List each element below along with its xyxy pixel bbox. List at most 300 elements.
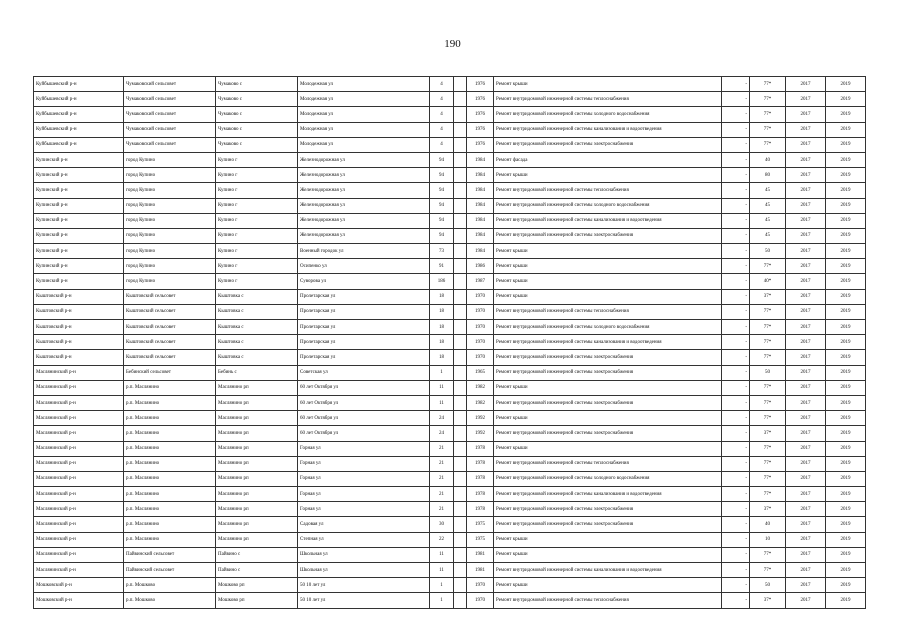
cell-settlement: Кыштовка с [216,304,298,319]
cell-settlement: Чумаково с [216,122,298,137]
cell-street: Молодежная ул [298,107,430,122]
cell-work-type: Ремонт внутридомовой инженерной системы теплоснабжения [494,92,722,107]
cell-settlement: Мошково рп [216,578,298,593]
cell-district: Куйбышевский р-н [34,107,124,122]
cell-cost: 77* [750,487,786,502]
cell-end-year: 2019 [826,365,866,380]
cell-work-type: Ремонт внутридомовой инженерной системы электроснабжения [494,228,722,243]
cell-house-number: 11 [430,380,454,395]
cell-building [454,502,467,517]
cell-year: 1981 [467,547,494,562]
cell-cost: 45 [750,198,786,213]
cell-building [454,228,467,243]
cell-street: Пролетарская ул [298,289,430,304]
cell-district: Куйбышевский р-н [34,122,124,137]
cell-house-number: 94 [430,183,454,198]
cell-street: Пролетарская ул [298,350,430,365]
table-row [34,547,866,562]
repair-schedule-table [33,76,866,609]
cell-end-year: 2019 [826,593,866,608]
cell-dash: - [722,547,750,562]
cell-year: 1984 [467,228,494,243]
cell-work-type: Ремонт внутридомовой инженерной системы теплоснабжения [494,456,722,471]
cell-dash: - [722,183,750,198]
cell-work-type: Ремонт внутридомовой инженерной системы теплоснабжения [494,593,722,608]
cell-district: Маслянинский р-н [34,471,124,486]
cell-settlement: Маслянино рп [216,441,298,456]
cell-house-number: 18 [430,289,454,304]
cell-end-year: 2019 [826,426,866,441]
cell-district: Купинский р-н [34,244,124,259]
cell-work-type: Ремонт крыши [494,411,722,426]
cell-work-type: Ремонт внутридомовой инженерной системы холодного водоснабжения [494,198,722,213]
cell-district: Купинский р-н [34,152,124,167]
cell-settlement: Маслянино рп [216,471,298,486]
cell-cost: 77* [750,92,786,107]
cell-municipality: Чумаковский сельсовет [124,107,216,122]
cell-work-type: Ремонт внутридомовой инженерной системы электроснабжения [494,517,722,532]
cell-end-year: 2019 [826,517,866,532]
cell-street: Школьная ул [298,563,430,578]
table-row [34,122,866,137]
table-row [34,441,866,456]
cell-house-number: 1 [430,578,454,593]
cell-street: Железнодорожная ул [298,198,430,213]
cell-work-type: Ремонт внутридомовой инженерной системы холодного водоснабжения [494,107,722,122]
cell-district: Мошковский р-н [34,578,124,593]
cell-street: Горная ул [298,441,430,456]
cell-work-type: Ремонт внутридомовой инженерной системы теплоснабжения [494,183,722,198]
cell-district: Маслянинский р-н [34,563,124,578]
cell-dash: - [722,259,750,274]
table-row [34,77,866,92]
cell-municipality: город Купино [124,152,216,167]
table-row [34,593,866,608]
cell-settlement: Кыштовка с [216,320,298,335]
cell-district: Маслянинский р-н [34,380,124,395]
cell-house-number: 1 [430,593,454,608]
cell-cost: 50 [750,365,786,380]
cell-end-year: 2019 [826,578,866,593]
cell-district: Купинский р-н [34,183,124,198]
cell-building [454,274,467,289]
cell-building [454,456,467,471]
cell-year: 1970 [467,320,494,335]
cell-start-year: 2017 [786,456,826,471]
cell-street: Молодежная ул [298,77,430,92]
cell-building [454,395,467,410]
cell-end-year: 2019 [826,152,866,167]
cell-street: Железнодорожная ул [298,152,430,167]
cell-work-type: Ремонт внутридомовой инженерной системы холодного водоснабжения [494,320,722,335]
cell-municipality: город Купино [124,244,216,259]
cell-year: 1981 [467,563,494,578]
cell-street: Пролетарская ул [298,335,430,350]
cell-dash: - [722,380,750,395]
cell-settlement: Чумаково с [216,77,298,92]
cell-settlement: Маслянино рп [216,502,298,517]
cell-dash: - [722,335,750,350]
cell-municipality: р.п. Маслянино [124,395,216,410]
cell-start-year: 2017 [786,426,826,441]
cell-house-number: 4 [430,107,454,122]
cell-start-year: 2017 [786,441,826,456]
cell-start-year: 2017 [786,304,826,319]
cell-municipality: Кыштовский сельсовет [124,350,216,365]
cell-building [454,244,467,259]
cell-settlement: Маслянино рп [216,380,298,395]
cell-work-type: Ремонт внутридомовой инженерной системы холодного водоснабжения [494,471,722,486]
cell-street: Школьная ул [298,547,430,562]
cell-settlement: Бебинь с [216,365,298,380]
cell-building [454,487,467,502]
cell-municipality: Кыштовский сельсовет [124,289,216,304]
cell-year: 1984 [467,244,494,259]
cell-building [454,77,467,92]
cell-building [454,471,467,486]
cell-year: 1976 [467,92,494,107]
cell-municipality: р.п. Маслянино [124,426,216,441]
cell-street: Горная ул [298,471,430,486]
cell-year: 1965 [467,365,494,380]
cell-building [454,92,467,107]
cell-cost: 77* [750,122,786,137]
cell-work-type: Ремонт крыши [494,578,722,593]
cell-street: Молодежная ул [298,92,430,107]
cell-cost: 77* [750,137,786,152]
cell-dash: - [722,517,750,532]
cell-cost: 37* [750,502,786,517]
cell-street: Железнодорожная ул [298,183,430,198]
cell-year: 1970 [467,335,494,350]
cell-house-number: 4 [430,77,454,92]
table-row [34,335,866,350]
cell-year: 1992 [467,426,494,441]
cell-building [454,547,467,562]
cell-street: 50 10 лет ул [298,578,430,593]
cell-settlement: Маслянино рп [216,456,298,471]
cell-cost: 40* [750,274,786,289]
cell-district: Маслянинский р-н [34,441,124,456]
cell-end-year: 2019 [826,213,866,228]
cell-settlement: Маслянино рп [216,395,298,410]
cell-house-number: 30 [430,517,454,532]
cell-start-year: 2017 [786,517,826,532]
cell-district: Маслянинский р-н [34,532,124,547]
cell-municipality: город Купино [124,168,216,183]
table-row [34,426,866,441]
cell-work-type: Ремонт крыши [494,259,722,274]
cell-dash: - [722,77,750,92]
cell-building [454,168,467,183]
cell-end-year: 2019 [826,92,866,107]
cell-year: 1986 [467,259,494,274]
cell-end-year: 2019 [826,532,866,547]
cell-dash: - [722,152,750,167]
cell-cost: 77* [750,335,786,350]
cell-street: Пролетарская ул [298,304,430,319]
cell-year: 1970 [467,350,494,365]
cell-end-year: 2019 [826,456,866,471]
cell-work-type: Ремонт крыши [494,547,722,562]
cell-street: 60 лет Октября ул [298,380,430,395]
cell-end-year: 2019 [826,77,866,92]
cell-cost: 77* [750,350,786,365]
table-row [34,411,866,426]
cell-start-year: 2017 [786,395,826,410]
cell-start-year: 2017 [786,137,826,152]
cell-dash: - [722,274,750,289]
cell-start-year: 2017 [786,198,826,213]
cell-municipality: город Купино [124,213,216,228]
cell-cost: 77* [750,395,786,410]
cell-street: Железнодорожная ул [298,228,430,243]
cell-year: 1978 [467,456,494,471]
cell-municipality: р.п. Маслянино [124,456,216,471]
cell-cost: 77* [750,320,786,335]
cell-end-year: 2019 [826,547,866,562]
cell-year: 1976 [467,107,494,122]
cell-settlement: Маслянино рп [216,426,298,441]
cell-cost: 80 [750,168,786,183]
cell-street: Суворова ул [298,274,430,289]
cell-end-year: 2019 [826,380,866,395]
cell-start-year: 2017 [786,380,826,395]
cell-start-year: 2017 [786,213,826,228]
cell-cost: 37* [750,289,786,304]
cell-district: Кыштовский р-н [34,335,124,350]
cell-street: Садовая ул [298,517,430,532]
cell-building [454,259,467,274]
cell-end-year: 2019 [826,320,866,335]
cell-municipality: город Купино [124,259,216,274]
cell-settlement: Чумаково с [216,137,298,152]
cell-work-type: Ремонт внутридомовой инженерной системы электроснабжения [494,502,722,517]
cell-street: Осипенко ул [298,259,430,274]
table-row [34,350,866,365]
cell-start-year: 2017 [786,92,826,107]
cell-house-number: 94 [430,228,454,243]
cell-year: 1970 [467,593,494,608]
cell-building [454,122,467,137]
cell-cost: 45 [750,228,786,243]
cell-end-year: 2019 [826,274,866,289]
cell-street: Молодежная ул [298,122,430,137]
cell-district: Кыштовский р-н [34,350,124,365]
cell-year: 1982 [467,380,494,395]
cell-street: 60 лет Октября ул [298,395,430,410]
cell-dash: - [722,411,750,426]
cell-district: Куйбышевский р-н [34,92,124,107]
cell-building [454,107,467,122]
cell-building [454,517,467,532]
cell-street: Военный городок ул [298,244,430,259]
table-row [34,183,866,198]
cell-end-year: 2019 [826,502,866,517]
cell-start-year: 2017 [786,168,826,183]
cell-dash: - [722,502,750,517]
cell-settlement: Маслянино рп [216,517,298,532]
cell-work-type: Ремонт фасада [494,152,722,167]
cell-cost: 40 [750,517,786,532]
cell-start-year: 2017 [786,122,826,137]
cell-municipality: город Купино [124,228,216,243]
cell-dash: - [722,395,750,410]
cell-street: Железнодорожная ул [298,168,430,183]
cell-house-number: 18 [430,350,454,365]
cell-start-year: 2017 [786,274,826,289]
cell-end-year: 2019 [826,107,866,122]
cell-start-year: 2017 [786,152,826,167]
cell-house-number: 4 [430,92,454,107]
cell-building [454,213,467,228]
table-row [34,563,866,578]
cell-building [454,441,467,456]
table-row [34,137,866,152]
cell-dash: - [722,471,750,486]
cell-work-type: Ремонт внутридомовой инженерной системы канализования и водоотведения [494,487,722,502]
cell-house-number: 94 [430,168,454,183]
cell-house-number: 18 [430,335,454,350]
cell-settlement: Купино г [216,274,298,289]
cell-end-year: 2019 [826,259,866,274]
cell-house-number: 21 [430,471,454,486]
cell-building [454,411,467,426]
table-row [34,168,866,183]
cell-street: 60 лет Октября ул [298,426,430,441]
cell-settlement: Пайвино с [216,547,298,562]
cell-district: Мошковский р-н [34,593,124,608]
cell-district: Маслянинский р-н [34,365,124,380]
cell-house-number: 21 [430,502,454,517]
cell-work-type: Ремонт внутридомовой инженерной системы канализования и водоотведения [494,335,722,350]
cell-district: Кыштовский р-н [34,304,124,319]
cell-house-number: 18 [430,320,454,335]
cell-house-number: 91 [430,259,454,274]
cell-year: 1984 [467,183,494,198]
cell-end-year: 2019 [826,168,866,183]
cell-work-type: Ремонт крыши [494,289,722,304]
cell-building [454,304,467,319]
cell-cost: 77* [750,547,786,562]
cell-settlement: Маслянино рп [216,532,298,547]
cell-house-number: 21 [430,456,454,471]
cell-settlement: Кыштовка с [216,289,298,304]
cell-settlement: Купино г [216,244,298,259]
cell-start-year: 2017 [786,502,826,517]
cell-work-type: Ремонт крыши [494,77,722,92]
cell-dash: - [722,198,750,213]
cell-year: 1976 [467,137,494,152]
cell-year: 1984 [467,152,494,167]
table-row [34,395,866,410]
table-row [34,244,866,259]
cell-dash: - [722,320,750,335]
cell-work-type: Ремонт крыши [494,441,722,456]
cell-street: Горная ул [298,456,430,471]
cell-street: Молодежная ул [298,137,430,152]
cell-start-year: 2017 [786,365,826,380]
cell-settlement: Купино г [216,198,298,213]
cell-dash: - [722,487,750,502]
cell-work-type: Ремонт внутридомовой инженерной системы канализования и водоотведения [494,122,722,137]
cell-start-year: 2017 [786,593,826,608]
table-row [34,228,866,243]
cell-dash: - [722,532,750,547]
cell-street: Советская ул [298,365,430,380]
cell-cost: 77* [750,380,786,395]
cell-municipality: Чумаковский сельсовет [124,122,216,137]
cell-street: Горная ул [298,487,430,502]
cell-municipality: Чумаковский сельсовет [124,137,216,152]
cell-district: Купинский р-н [34,259,124,274]
table-row [34,320,866,335]
cell-end-year: 2019 [826,411,866,426]
cell-dash: - [722,228,750,243]
cell-cost: 77* [750,563,786,578]
cell-start-year: 2017 [786,547,826,562]
cell-municipality: р.п. Маслянино [124,471,216,486]
cell-start-year: 2017 [786,578,826,593]
cell-house-number: 22 [430,532,454,547]
cell-district: Маслянинский р-н [34,487,124,502]
cell-work-type: Ремонт внутридомовой инженерной системы электроснабжения [494,426,722,441]
cell-municipality: Кыштовский сельсовет [124,304,216,319]
cell-end-year: 2019 [826,350,866,365]
cell-start-year: 2017 [786,259,826,274]
cell-dash: - [722,304,750,319]
cell-end-year: 2019 [826,198,866,213]
table-row [34,289,866,304]
cell-dash: - [722,578,750,593]
cell-end-year: 2019 [826,183,866,198]
table-row [34,274,866,289]
cell-house-number: 4 [430,137,454,152]
cell-municipality: Пайвинский сельсовет [124,547,216,562]
cell-district: Кыштовский р-н [34,320,124,335]
cell-building [454,380,467,395]
cell-work-type: Ремонт внутридомовой инженерной системы электроснабжения [494,365,722,380]
cell-building [454,183,467,198]
cell-building [454,578,467,593]
table-row [34,380,866,395]
cell-year: 1970 [467,578,494,593]
cell-district: Купинский р-н [34,168,124,183]
cell-cost: 77* [750,107,786,122]
cell-year: 1982 [467,395,494,410]
cell-end-year: 2019 [826,304,866,319]
cell-year: 1984 [467,168,494,183]
cell-start-year: 2017 [786,107,826,122]
cell-district: Маслянинский р-н [34,395,124,410]
cell-house-number: 94 [430,213,454,228]
cell-start-year: 2017 [786,244,826,259]
cell-district: Купинский р-н [34,228,124,243]
cell-cost: 37* [750,426,786,441]
cell-year: 1992 [467,411,494,426]
table-row [34,107,866,122]
cell-work-type: Ремонт крыши [494,244,722,259]
cell-building [454,563,467,578]
cell-building [454,152,467,167]
cell-municipality: р.п. Маслянино [124,487,216,502]
cell-district: Маслянинский р-н [34,426,124,441]
cell-work-type: Ремонт внутридомовой инженерной системы электроснабжения [494,350,722,365]
cell-building [454,137,467,152]
cell-cost: 45 [750,213,786,228]
table-row [34,532,866,547]
cell-end-year: 2019 [826,137,866,152]
